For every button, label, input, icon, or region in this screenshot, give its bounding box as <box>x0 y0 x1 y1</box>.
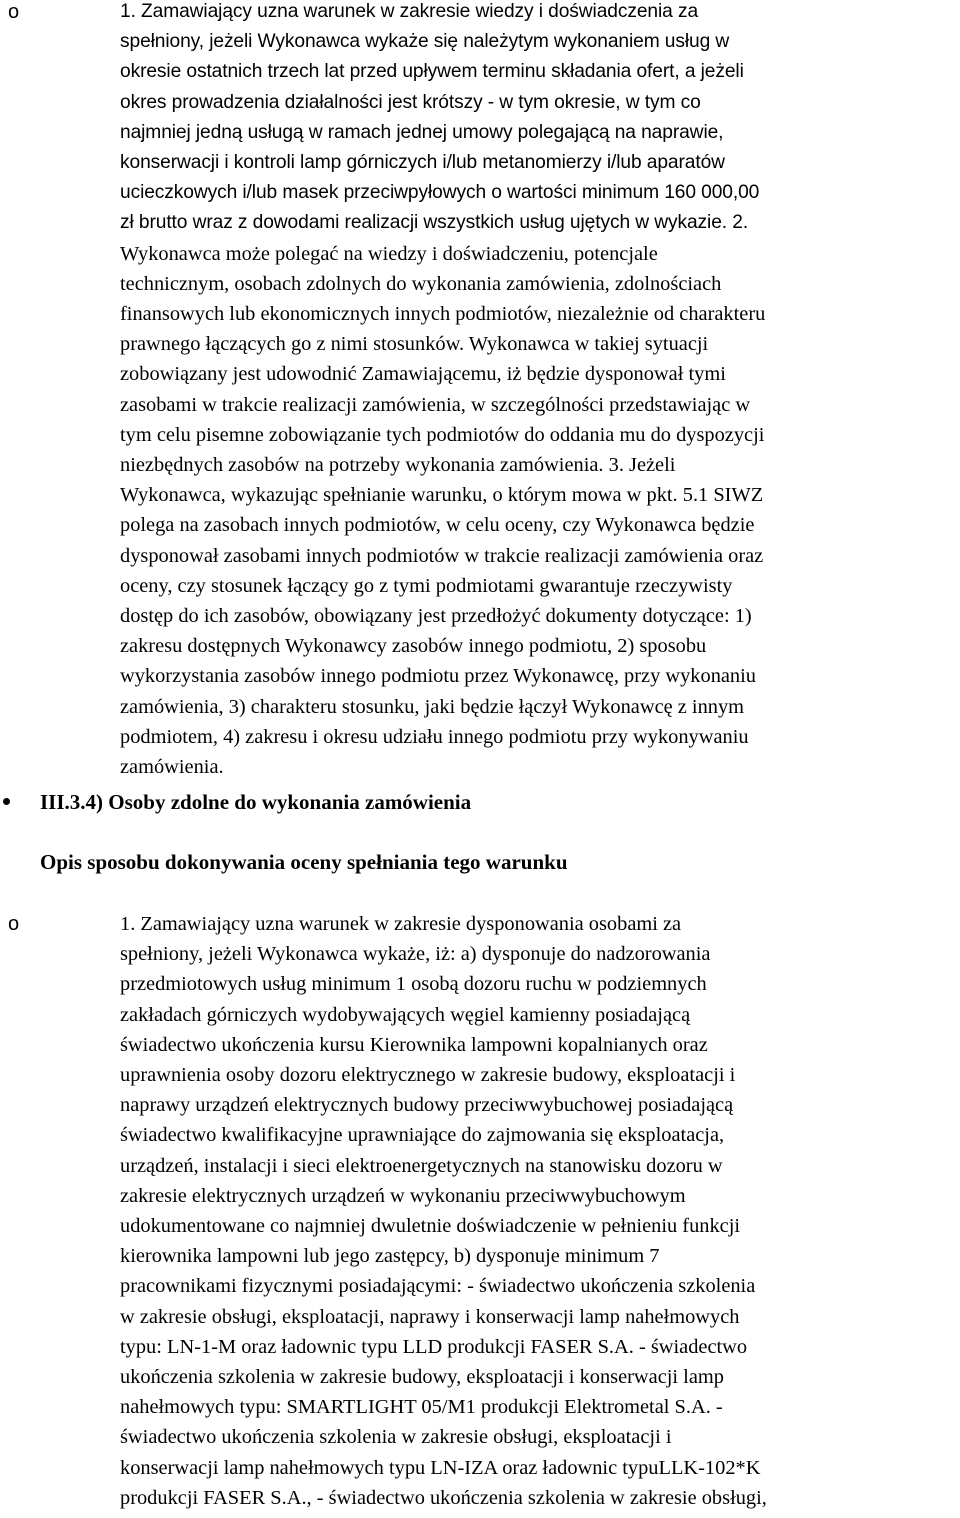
list-marker: o <box>8 913 20 935</box>
text-line: konserwacji i kontroli lamp górniczych i/lub metanomierzy i/lub aparatów <box>120 152 725 174</box>
text-line: spełniony, jeżeli Wykonawca wykaże, iż: a) dysponuje do nadzorowania <box>120 943 711 966</box>
text-line: podmiotem, 4) zakresu i okresu udziału innego podmiotu przy wykonywaniu <box>120 725 749 748</box>
text-line: Wykonawca może polegać na wiedzy i doświadczeniu, potencjale <box>120 242 658 265</box>
text-line: dostęp do ich zasobów, obowiązany jest przedłożyć dokumenty dotyczące: 1) <box>120 605 752 628</box>
list-marker: o <box>8 1 20 23</box>
subsection-heading: Opis sposobu dokonywania oceny spełniania tego warunku <box>40 850 568 874</box>
text-line: świadectwo kwalifikacyjne uprawniające do zajmowania się eksploatacja, <box>120 1124 725 1147</box>
text-line: finansowych lub ekonomicznych innych podmiotów, niezależnie od charakteru <box>120 303 766 326</box>
text-line: świadectwo ukończenia kursu Kierownika lampowni kopalnianych oraz <box>120 1033 708 1056</box>
text-line: naprawy urządzeń elektrycznych budowy przeciwwybuchowej posiadającą <box>120 1094 734 1117</box>
text-line: przedmiotowych usług minimum 1 osobą dozoru ruchu w podziemnych <box>120 973 707 996</box>
text-line: urządzeń, instalacji i sieci elektroenergetycznych na stanowisku dozoru w <box>120 1154 723 1177</box>
text-line: zasobami w trakcie realizacji zamówienia, w szczególności przedstawiając w <box>120 393 751 416</box>
text-line: pracownikami fizycznymi posiadającymi: - świadectwo ukończenia szkolenia <box>120 1275 756 1298</box>
text-line: w zakresie obsługi, eksploatacji, naprawy i konserwacji lamp nahełmowych <box>120 1305 740 1328</box>
text-line: zobowiązany jest udowodnić Zamawiającemu, iż będzie dysponował tymi <box>120 363 726 386</box>
requirement-paragraph-2 <box>120 909 960 1513</box>
text-line: udokumentowane co najmniej dwuletnie doświadczenie w pełnieniu funkcji <box>120 1215 741 1238</box>
text-line: typu: LN-1-M oraz ładownic typu LLD produkcji FASER S.A. - świadectwo <box>120 1335 748 1358</box>
text-line: zamówienia. <box>120 756 224 779</box>
text-line: kierownika lampowni lub jego zastępcy, b) dysponuje minimum 7 <box>120 1245 660 1268</box>
text-line: okres prowadzenia działalności jest krótszy - w tym okresie, w tym co <box>120 91 701 113</box>
text-line: spełniony, jeżeli Wykonawca wykaże się należytym wykonaniem usług w <box>120 31 730 53</box>
text-line: dysponował zasobami innych podmiotów w trakcie realizacji zamówienia oraz <box>120 544 764 567</box>
text-line: polega na zasobach innych podmiotów, w celu oceny, czy Wykonawca będzie <box>120 514 755 537</box>
text-line: zamówienia, 3) charakteru stosunku, jaki będzie łączył Wykonawcę z innym <box>120 695 745 718</box>
text-line: prawnego łączących go z nimi stosunków. Wykonawca w takiej sytuacji <box>120 333 709 356</box>
text-line: zakresu dostępnych Wykonawcy zasobów innego podmiotu, 2) sposobu <box>120 635 707 658</box>
text-line: ucieczkowych i/lub masek przeciwpyłowych o wartości minimum 160 000,00 <box>120 182 760 204</box>
section-heading: III.3.4) Osoby zdolne do wykonania zamówienia <box>40 790 472 814</box>
text-line: najmniej jedną usługą w ramach jednej umowy polegającą na naprawie, <box>120 121 724 143</box>
text-line: oceny, czy stosunek łączący go z tymi podmiotami gwarantuje rzeczywisty <box>120 574 733 597</box>
text-line: ukończenia szkolenia w zakresie budowy, eksploatacji i konserwacji lamp <box>120 1366 724 1389</box>
text-line: niezbędnych zasobów na potrzeby wykonania zamówienia. 3. Jeżeli <box>120 454 676 477</box>
text-line: okresie ostatnich trzech lat przed upływem terminu składania ofert, a jeżeli <box>120 61 744 83</box>
text-line: wykorzystania zasobów innego podmiotu przez Wykonawcę, przy wykonaniu <box>120 665 756 688</box>
text-line: 1. Zamawiający uzna warunek w zakresie dysponowania osobami za <box>120 913 682 935</box>
bullet-icon <box>3 798 10 805</box>
text-line: uprawnienia osoby dozoru elektrycznego w zakresie budowy, eksploatacji i <box>120 1064 736 1087</box>
text-line: tym celu pisemne zobowiązanie tych podmiotów do oddania mu do dyspozycji <box>120 423 765 446</box>
text-line: zakresie elektrycznych urządzeń w wykonaniu przeciwwybuchowym <box>120 1184 686 1207</box>
text-line: produkcji FASER S.A., - świadectwo ukończenia szkolenia w zakresie obsługi, <box>120 1486 767 1509</box>
text-line: zakładach górniczych wydobywających węgiel kamienny posiadającą <box>120 1003 691 1026</box>
text-line: konserwacji lamp nahełmowych typu LN-IZA oraz ładownic typuLLK-102*K <box>120 1456 761 1479</box>
text-line: świadectwo ukończenia szkolenia w zakresie obsługi, eksploatacji i <box>120 1426 672 1449</box>
text-line: Wykonawca, wykazując spełnianie warunku, o którym mowa w pkt. 5.1 SIWZ <box>120 484 764 507</box>
text-line: technicznym, osobach zdolnych do wykonania zamówienia, zdolnościach <box>120 272 722 295</box>
text-line: 1. Zamawiający uzna warunek w zakresie wiedzy i doświadczenia za <box>120 1 699 22</box>
text-line: zł brutto wraz z dowodami realizacji wszystkich usług ujętych w wykazie. 2. <box>120 212 749 234</box>
requirement-paragraph-1 <box>120 0 960 782</box>
text-line: nahełmowych typu: SMARTLIGHT 05/M1 produkcji Elektrometal S.A. - <box>120 1396 723 1419</box>
